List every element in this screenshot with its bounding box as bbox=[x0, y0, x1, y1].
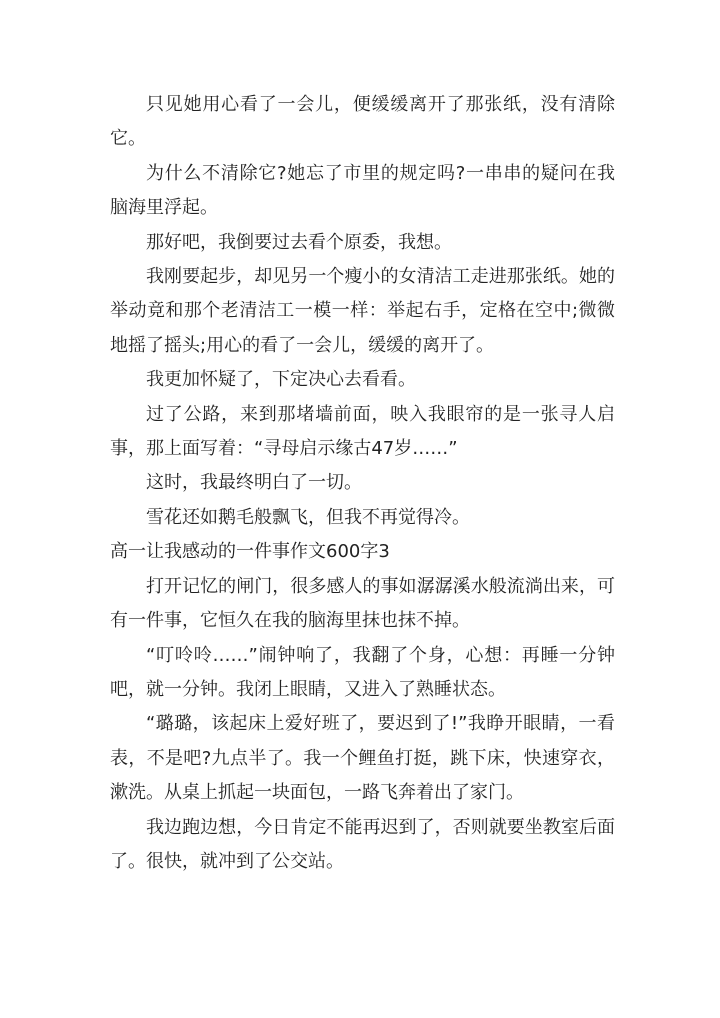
paragraph-3: 那好吧，我倒要过去看个原委，我想。 bbox=[146, 231, 452, 253]
paragraph-5: 我更加怀疑了，下定决心去看看。 bbox=[146, 369, 416, 391]
paragraph-7: 这时，我最终明白了一切。 bbox=[146, 472, 362, 494]
paragraph-1: 只见她用心看了一会儿，便缓缓离开了那张纸，没有清除它。 bbox=[110, 94, 615, 150]
document-body bbox=[110, 88, 615, 879]
paragraph-4: 我刚要起步，却见另一个瘦小的女清洁工走进那张纸。她的举动竟和那个老清洁工一模一样：举起右手，定格在空中;微微地摇了摇头;用心的看了一会儿，缓缓的离开了。 bbox=[110, 266, 615, 356]
section-heading: 高一让我感动的一件事作文600字3 bbox=[110, 541, 390, 563]
paragraph-10: “叮呤呤……”闹钟响了，我翻了个身，心想：再睡一分钟吧，就一分钟。我闭上眼睛，又进入了熟睡状态。 bbox=[110, 644, 615, 700]
paragraph-6: 过了公路，来到那堵墙前面，映入我眼帘的是一张寻人启事，那上面写着：“寻母启示缘古47岁……” bbox=[110, 403, 615, 460]
paragraph-12: 我边跑边想，今日肯定不能再迟到了，否则就要坐教室后面了。很快，就冲到了公交站。 bbox=[110, 816, 615, 872]
paragraph-9: 打开记忆的闸门，很多感人的事如潺潺溪水般流淌出来，可有一件事，它恒久在我的脑海里抹也抹不掉。 bbox=[110, 575, 615, 632]
paragraph-2: 为什么不清除它?她忘了市里的规定吗?一串串的疑问在我脑海里浮起。 bbox=[110, 162, 615, 219]
paragraph-8: 雪花还如鹅毛般飘飞，但我不再觉得冷。 bbox=[146, 506, 470, 528]
paragraph-11: “璐璐，该起床上爱好班了，要迟到了!”我睁开眼睛，一看表，不是吧?九点半了。我一个鲤鱼打挺，跳下床，快速穿衣，漱洗。从桌上抓起一块面包，一路飞奔着出了家门。 bbox=[110, 713, 615, 804]
